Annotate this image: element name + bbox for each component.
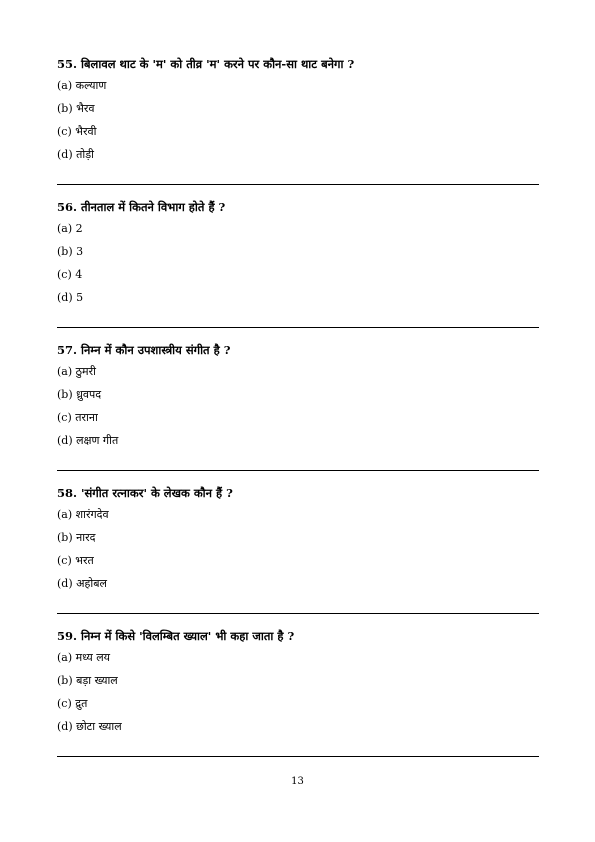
- option-d: (d) अहोबल: [57, 577, 107, 590]
- option-c: (c) 4: [57, 268, 83, 281]
- options-list: [57, 221, 541, 313]
- question-55: [57, 56, 541, 170]
- divider-line: [57, 184, 539, 185]
- options-list: [57, 78, 541, 170]
- question-56: [57, 199, 541, 313]
- option-a: (a) 2: [57, 222, 83, 235]
- option-a: (a) शारंगदेव: [57, 508, 109, 521]
- question-58: [57, 485, 541, 599]
- option-d: (d) छोटा ख्याल: [57, 720, 122, 733]
- option-a: (a) कल्याण: [57, 79, 107, 92]
- question-title: 57. निम्न में कौन उपशास्त्रीय संगीत है ?: [57, 343, 231, 357]
- page-number: 13: [291, 776, 304, 787]
- option-c: (c) तराना: [57, 411, 98, 424]
- question-title: 55. बिलावल थाट के 'म' को तीव्र 'म' करने पर कौन-सा थाट बनेगा ?: [57, 57, 355, 71]
- option-a: (a) ठुमरी: [57, 365, 96, 378]
- option-d: (d) लक्षण गीत: [57, 434, 119, 447]
- question-title: 58. 'संगीत रत्नाकर' के लेखक कौन हैं ?: [57, 486, 233, 500]
- option-c: (c) द्रुत: [57, 697, 88, 710]
- option-b: (b) नारद: [57, 531, 96, 544]
- question-57: [57, 342, 541, 456]
- option-c: (c) भैरवी: [57, 125, 97, 138]
- option-b: (b) 3: [57, 245, 84, 258]
- question-title: 56. तीनताल में कितने विभाग होते हैं ?: [57, 200, 226, 214]
- options-list: [57, 364, 541, 456]
- options-list: [57, 650, 541, 742]
- option-c: (c) भरत: [57, 554, 94, 567]
- question-title: 59. निम्न में किसे 'विलम्बित ख्याल' भी कहा जाता है ?: [57, 629, 295, 643]
- option-b: (b) बड़ा ख्याल: [57, 674, 118, 687]
- divider-line: [57, 613, 539, 614]
- option-a: (a) मध्य लय: [57, 651, 111, 664]
- option-b: (b) भैरव: [57, 102, 95, 115]
- question-59: [57, 628, 541, 742]
- divider-line: [57, 327, 539, 328]
- options-list: [57, 507, 541, 599]
- option-d: (d) 5: [57, 291, 84, 304]
- option-d: (d) तोड़ी: [57, 148, 94, 161]
- divider-line: [57, 756, 539, 757]
- option-b: (b) ध्रुवपद: [57, 388, 102, 401]
- divider-line: [57, 470, 539, 471]
